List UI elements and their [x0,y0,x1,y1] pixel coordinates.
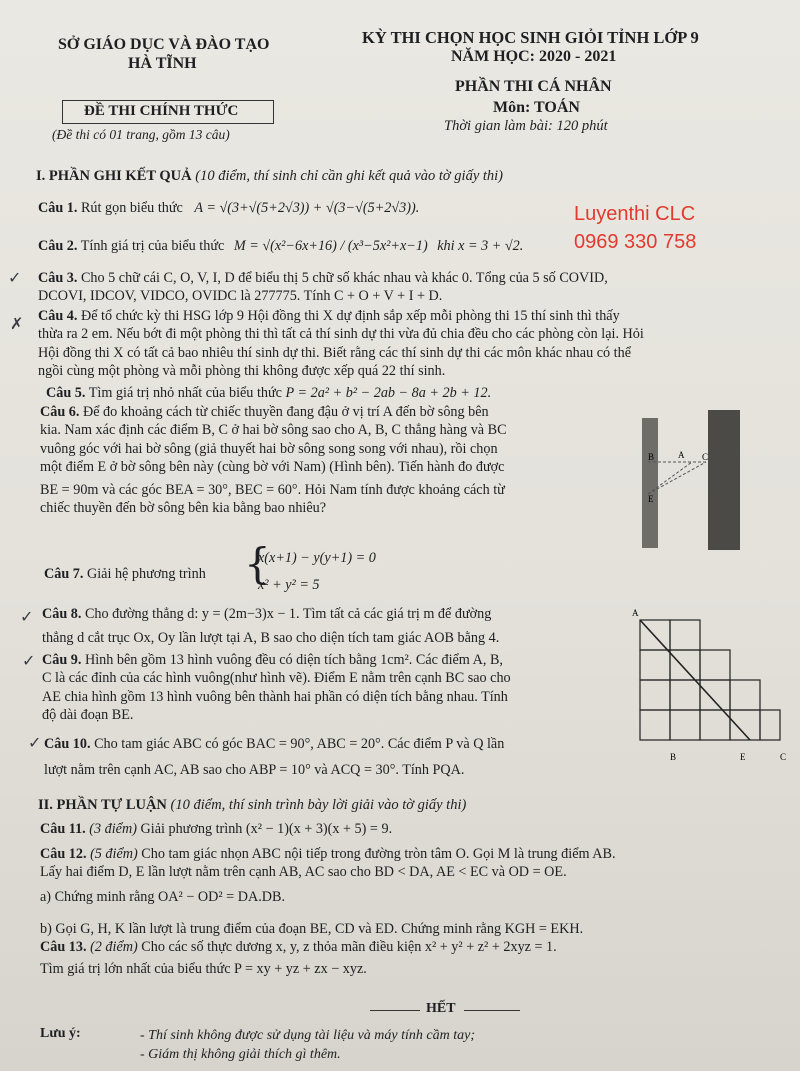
question-8 [42,605,499,648]
section2-title: II. PHẦN TỰ LUẬN [38,797,167,813]
check-mark-icon: ✓ [20,607,34,626]
question-6 [40,403,507,517]
question-7 [44,565,206,583]
q9-line3: AE chia hình gồm 13 hình vuông bên thành hai phần có diện tích bằng nhau. Tính [42,688,508,705]
exam-title: KỲ THI CHỌN HỌC SINH GIỎI TỈNH LỚP 9 [362,28,699,47]
q6-line2: kia. Nam xác định các điểm B, C ở hai bờ sông sao cho A, B, C thẳng hàng và BC [40,422,507,439]
q5-label: Câu 5. [46,385,86,401]
q3-line2: DCOVI, IDCOV, VIDCO, OVIDC là 277775. Tính C + O + V + I + D. [38,288,443,305]
official-label: ĐỀ THI CHÍNH THỨC [84,103,239,119]
q11-text: Giải phương trình (x² − 1)(x + 3)(x + 5) = 9. [140,821,393,837]
q4-label: Câu 4. [38,308,78,324]
q2-label: Câu 2. [38,238,78,254]
q13-line1 [40,938,557,956]
q10-line2: lượt nằm trên cạnh AC, AB sao cho ABP = 10° và ACQ = 30°. Tính PQA. [44,762,465,779]
label-b: B [670,752,677,762]
q11-label: Câu 11. [40,821,86,837]
q2-text: Tính giá trị của biểu thức [80,238,225,254]
q7-eq2: x² + y² = 5 [258,577,320,593]
label-c: C [780,752,787,762]
q6-line4: một điểm E ở bờ sông bên này (cùng bờ với Nam) (Hình bên). Tiến hành đo được [40,459,505,476]
q1-label: Câu 1. [38,200,78,216]
note-label: Lưu ý: [40,1026,81,1041]
q5-expr: P = 2a² + b² − 2ab − 8a + 2b + 12. [285,385,492,401]
boat-river-figure [636,410,744,550]
far-bank [708,410,740,550]
label-a: A [632,608,639,618]
q7-label: Câu 7. [44,566,84,582]
end-label: HẾT [426,1001,456,1016]
q12-line2: Lấy hai điểm D, E lần lượt nằm trên cạnh AB, AC sao cho BD < DA, AE < EC và OD = OE. [40,864,567,881]
question-13 [40,938,557,979]
section2-heading [38,796,466,814]
question-5 [46,384,491,402]
check-mark-icon: ✓ [28,733,42,752]
q6-line5: BE = 90m và các góc BEA = 30°, BEC = 60°. Hỏi Nam tính được khoảng cách từ [40,481,505,498]
q3-line1-text: Cho 5 chữ cái C, O, V, I, D để biểu thị 5 chữ số khác nhau và khác 0. Tổng của 5 số COVID, [80,270,608,286]
section1-heading [36,167,503,185]
squares-grid [640,620,780,740]
q11-points: (3 điểm) [89,821,137,837]
question-2 [38,237,523,255]
section1-title: I. PHẦN GHI KẾT QUẢ [36,168,192,184]
question-11 [40,820,392,838]
q9-label: Câu 9. [42,652,82,668]
q9-line2: C là các đỉnh của các hình vuông(như hình vẽ). Điểm E nằm trên cạnh BC sao cho [42,670,511,687]
q4-line1-text: Để tổ chức kỳ thi HSG lớp 9 Hội đồng thi X dự định sắp xếp mỗi phòng thi 15 thí sinh thì thấy [80,308,620,324]
watermark-line1: Luyenthi CLC [574,203,696,225]
q10-line1 [44,735,504,753]
q6-line6: chiếc thuyền đến bờ sông bên kia bằng bao nhiêu? [40,500,327,517]
label-a: A [678,450,685,460]
q4-line4: ngồi cùng một phòng và mỗi phòng thi không được xếp quá 22 thí sinh. [38,363,446,380]
question-3 [38,269,608,306]
q3-label: Câu 3. [38,270,78,286]
school-year: NĂM HỌC: 2020 - 2021 [451,48,617,65]
question-10 [44,735,504,780]
dept-line1: SỞ GIÁO DỤC VÀ ĐÀO TẠO [58,36,270,53]
q2-expr: M = √(x²−6x+16) / (x³−5x²+x−1) [233,238,428,254]
part-title: PHẦN THI CÁ NHÂN [455,78,612,95]
q1-text: Rút gọn biểu thức [80,200,183,216]
label-c: C [702,452,709,462]
footer-note-1: - Thí sinh không được sử dụng tài liệu và máy tính cầm tay; [140,1028,475,1043]
label-e: E [740,752,746,762]
q12-label: Câu 12. [40,846,87,862]
q9-line1-text: Hình bên gồm 13 hình vuông đều có diện tích bằng 1cm². Các điểm A, B, [84,652,503,668]
question-1 [38,199,419,217]
q7-text: Giải hệ phương trình [86,566,206,582]
q6-line1 [40,403,507,421]
q12-line1-text: Cho tam giác nhọn ABC nội tiếp trong đường tròn tâm O. Gọi M là trung điểm AB. [141,846,616,862]
x-mark-icon: ✗ [10,314,24,333]
near-bank [642,418,658,548]
q13-points: (2 điểm) [90,939,138,955]
check-mark-icon: ✓ [8,268,22,287]
q13-line1-text: Cho các số thực dương x, y, z thỏa mãn điều kiện x² + y² + z² + 2xyz = 1. [141,939,557,955]
q7-brace: { [244,539,271,588]
q6-label: Câu 6. [40,404,80,420]
question-9 [42,651,511,725]
q6-line1-text: Để đo khoảng cách từ chiếc thuyền đang đậu ở vị trí A đến bờ sông bên [82,404,489,420]
page-note: (Đề thi có 01 trang, gồm 13 câu) [52,127,230,142]
question-12 [40,845,616,939]
q12-line1 [40,845,616,863]
q12-part-b: b) Gọi G, H, K lần lượt là trung điểm của đoạn BE, CD và ED. Chứng minh rằng KGH = EKH. [40,921,584,938]
q6-line3: vuông góc với hai bờ sông (giả thuyết hai bờ sông song song với nhau), rồi chọn [40,440,498,457]
q8-line2: thẳng d cắt trục Ox, Oy lần lượt tại A, B sao cho diện tích tam giác AOB bằng 4. [42,630,500,647]
section1-note: (10 điểm, thí sinh chỉ cần ghi kết quả vào tờ giấy thi) [195,168,504,184]
check-mark-icon: ✓ [22,651,36,670]
end-line-right [464,1010,520,1011]
q8-label: Câu 8. [42,606,82,622]
q1-expr: A = √(3+√(5+2√3)) + √(3−√(5+2√3)). [194,200,420,216]
label-b: B [648,452,655,462]
subject: Môn: TOÁN [493,99,580,116]
q13-line2: Tìm giá trị lớn nhất của biểu thức P = xy + yz + zx − xyz. [40,961,367,978]
q5-text: Tìm giá trị nhỏ nhất của biểu thức [88,385,282,401]
q4-line3: Hội đồng thi X có tất cả bao nhiêu thí sinh dự thi. Biết rằng các thí sinh dự thi các môn khác nhau có thể [38,344,631,361]
q4-line2: thừa ra 2 em. Nếu bớt đi một phòng thi thì tất cả thí sinh dự thi vừa đủ chia đều cho các phòng còn lại. Hỏi [38,326,644,343]
section2-note: (10 điểm, thí sinh trình bày lời giải vào tờ giấy thi) [170,797,467,813]
q9-line1 [42,651,511,669]
q13-label: Câu 13. [40,939,87,955]
q10-line1-text: Cho tam giác ABC có góc BAC = 90°, ABC = 20°. Các điểm P và Q lần [94,736,505,752]
exam-time: Thời gian làm bài: 120 phút [444,118,608,134]
footer-note-2: - Giám thị không giải thích gì thêm. [140,1047,341,1062]
q12-part-a: a) Chứng minh rằng OA² − OD² = DA.DB. [40,888,285,905]
q2-tail: khi x = 3 + √2. [437,238,524,254]
label-e: E [648,494,654,504]
question-4 [38,307,644,381]
watermark-line2: 0969 330 758 [574,231,697,253]
q8-line1-text: Cho đường thẳng d: y = (2m−3)x − 1. Tìm tất cả các giá trị m để đường [84,606,492,622]
squares-figure [628,604,800,772]
q12-points: (5 điểm) [90,846,138,862]
q10-label: Câu 10. [44,736,91,752]
q7-eq1: x(x+1) − y(y+1) = 0 [258,550,376,566]
end-line-left [370,1010,420,1011]
q4-line1 [38,307,644,325]
q8-line1 [42,605,499,623]
dept-line2: HÀ TĨNH [128,55,197,72]
q9-line4: độ dài đoạn BE. [42,707,134,724]
q3-line1 [38,269,608,287]
